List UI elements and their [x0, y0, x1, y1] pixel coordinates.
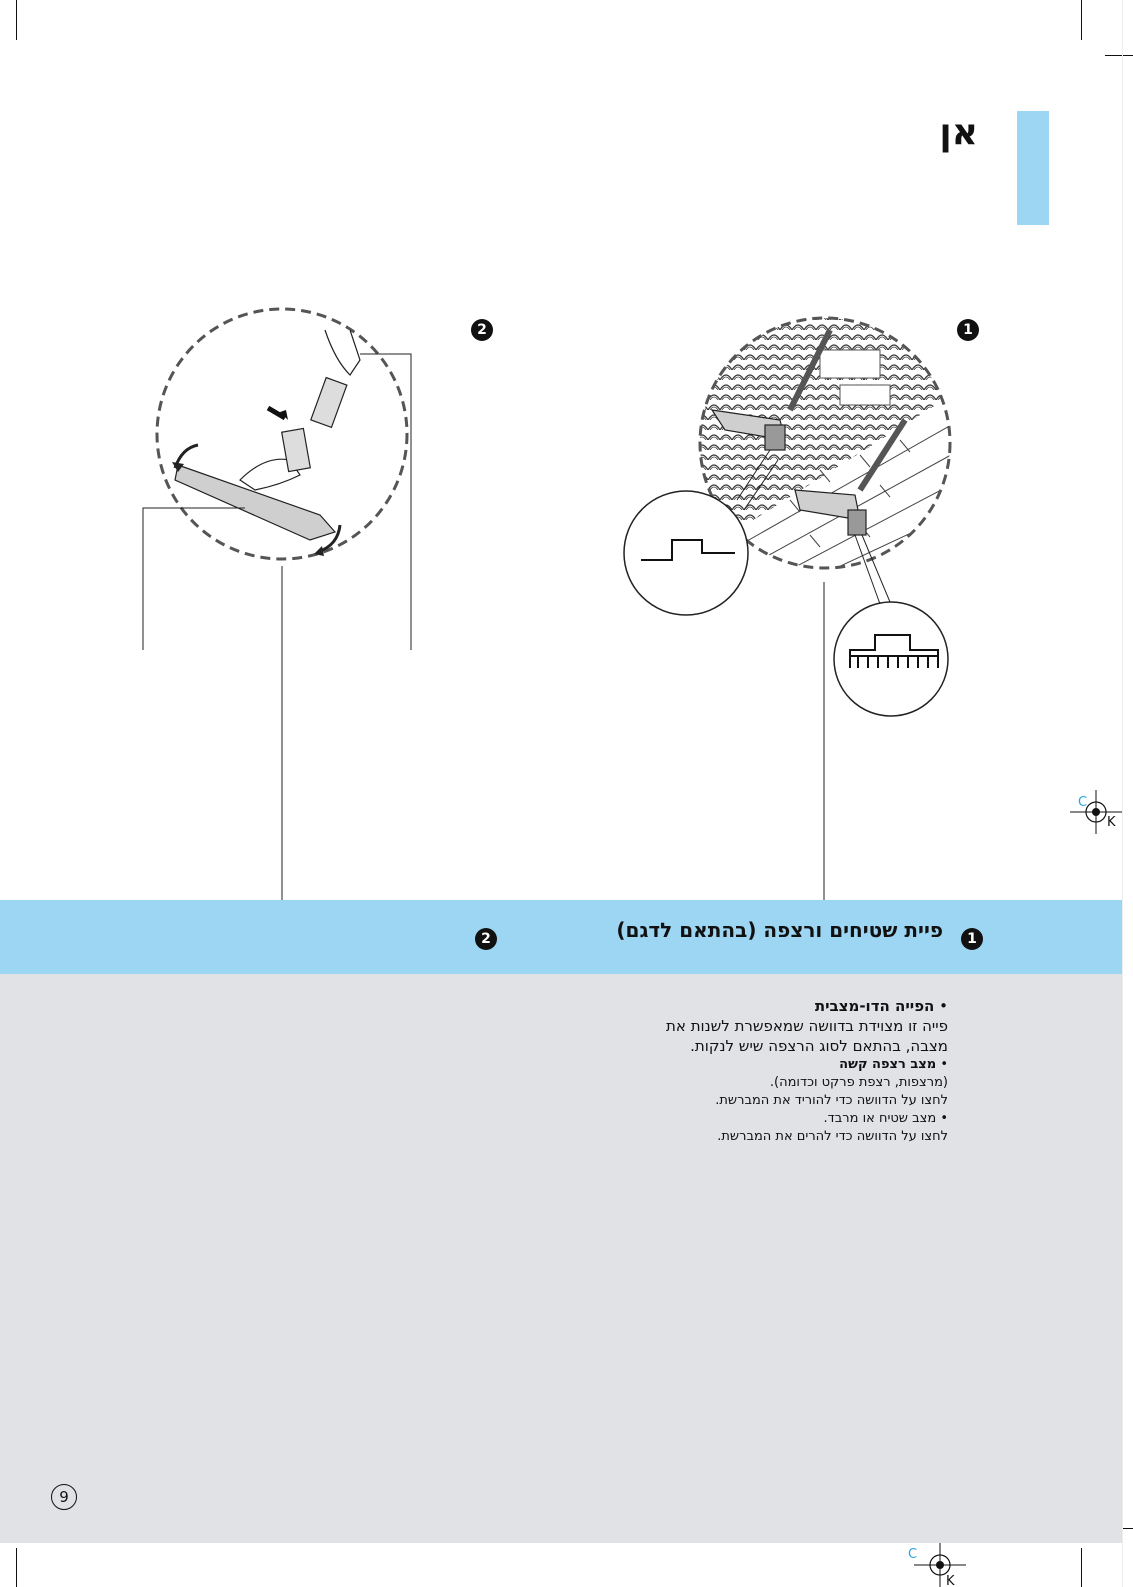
registration-mark-bottom — [910, 1540, 970, 1587]
bullet-hard-floor-line2: לחצו על הדוושה כדי להוריד את המברשת. — [715, 1093, 948, 1108]
section-header-band — [0, 900, 1122, 974]
bullet-carpet: • מצב שטיח או מרבד. — [823, 1111, 948, 1126]
crop-mark-bottom-right — [1081, 1548, 1082, 1587]
section-title: פיית שטיחים ורצפה (בהתאם לדגם) — [616, 918, 943, 942]
crop-mark-bottom-left — [16, 1548, 17, 1587]
section-marker-two: 2 — [475, 928, 497, 950]
bullet-hard-floor-line1: (מרצפות, רצפת פרקט וכדומה). — [769, 1075, 948, 1090]
language-letter: אן — [939, 112, 978, 153]
nozzle-illustrations — [0, 300, 1133, 890]
registration-c-bottom: C — [908, 1547, 918, 1562]
registration-c-right: C — [1078, 795, 1088, 810]
bullet-dual-mode-line1: פייה זו מצוידת בדוושה שמאפשרת לשנות את — [666, 1017, 948, 1035]
registration-k-right: K — [1107, 815, 1116, 830]
bullet-dual-mode-line2: מצבה, בהתאם לסוג הרצפה שיש לנקות. — [690, 1037, 948, 1055]
page-number: 9 — [51, 1484, 77, 1510]
bullet-hard-floor: • מצב רצפה קשה — [839, 1057, 948, 1072]
nozzle-assembly-illustration — [143, 309, 411, 900]
crop-mark-right-top — [1105, 55, 1133, 56]
language-tab — [1017, 111, 1049, 225]
bullet-carpet-heading: מצב שטיח או מרבד. — [823, 1111, 937, 1126]
bullet-dual-mode-heading: הפייה הדו-מצבית — [814, 997, 935, 1015]
figure-marker-one: 1 — [957, 319, 979, 341]
bullet-hard-floor-heading: מצב רצפה קשה — [839, 1057, 937, 1072]
crop-mark-top-right — [1081, 0, 1082, 40]
instructions-text — [528, 996, 948, 1146]
carpet-floor-illustration — [624, 310, 960, 900]
bullet-dual-mode: • הפייה הדו-מצבית — [814, 997, 948, 1015]
section-marker-one: 1 — [961, 928, 983, 950]
crop-mark-top-left — [16, 0, 17, 40]
registration-k-bottom: K — [946, 1574, 955, 1587]
bullet-carpet-line1: לחצו על הדוושה כדי להרים את המברשת. — [717, 1129, 948, 1144]
figure-marker-two: 2 — [471, 319, 493, 341]
